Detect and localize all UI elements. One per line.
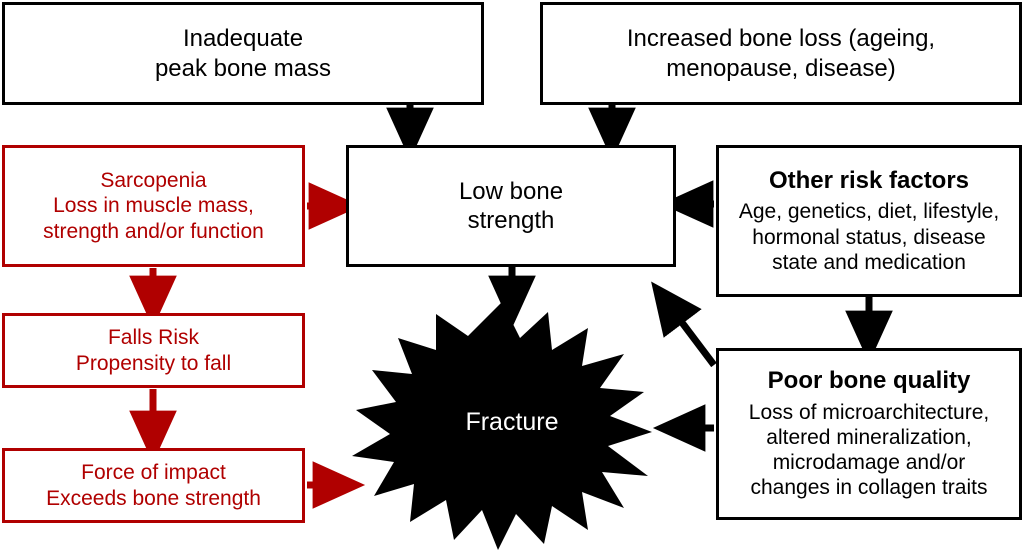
node-low-bone-strength	[346, 145, 676, 267]
node-line: Increased bone loss (ageing,	[626, 25, 936, 53]
fracture-label: Fracture	[465, 408, 559, 436]
node-line: strength	[467, 207, 555, 234]
node-falls-risk	[2, 313, 305, 388]
node-other-risk-factors	[716, 145, 1022, 297]
node-line: strength and/or function	[43, 219, 264, 243]
node-sarcopenia	[2, 145, 305, 267]
starburst-shape	[352, 300, 672, 550]
node-line: Falls Risk	[107, 326, 199, 350]
node-line: menopause, disease)	[666, 54, 896, 82]
node-heading: Poor bone quality	[767, 367, 971, 395]
node-line: Force of impact	[81, 461, 226, 485]
node-line: altered mineralization,	[766, 425, 972, 449]
node-line: hormonal status, disease	[752, 225, 986, 249]
node-line: Sarcopenia	[100, 169, 207, 193]
node-line: Exceeds bone strength	[46, 486, 261, 510]
node-line: Low bone	[458, 177, 564, 205]
node-line: Age, genetics, diet, lifestyle,	[738, 200, 1000, 224]
node-line: microdamage and/or	[772, 451, 966, 475]
node-force-of-impact	[2, 448, 305, 523]
node-poor-bone-quality	[716, 348, 1022, 520]
node-fracture	[352, 300, 672, 550]
node-line: Inadequate	[182, 25, 304, 53]
node-increased-bone-loss	[540, 2, 1022, 105]
node-line: state and medication	[772, 250, 966, 274]
node-line: Propensity to fall	[75, 351, 232, 375]
node-line: changes in collagen traits	[750, 476, 988, 500]
node-line: Loss in muscle mass,	[53, 194, 254, 218]
node-inadequate-peak-bone-mass	[2, 2, 484, 105]
node-line: peak bone mass	[154, 54, 332, 82]
node-line: Loss of microarchitecture,	[748, 400, 990, 424]
node-heading: Other risk factors	[768, 167, 970, 195]
